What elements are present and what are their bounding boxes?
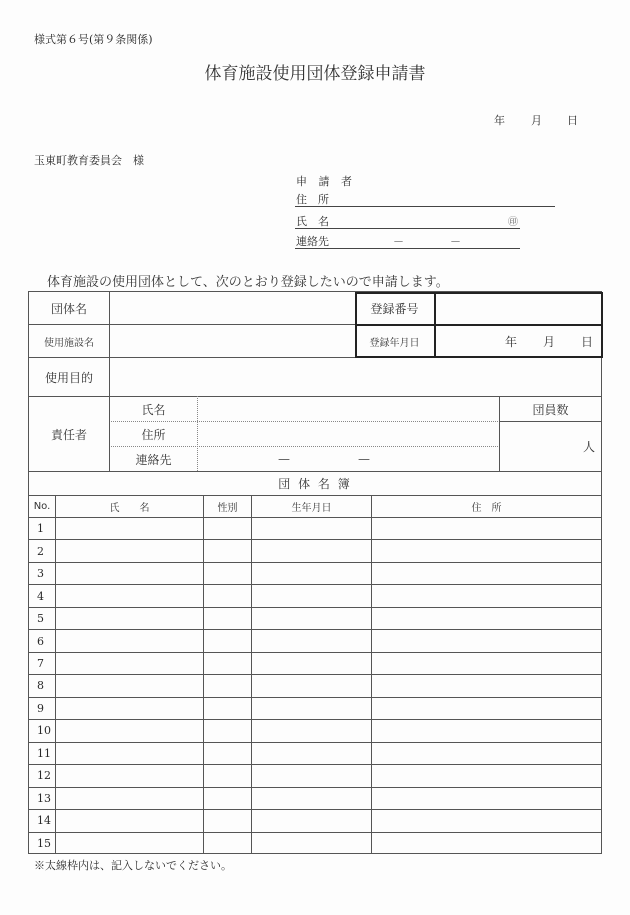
applicant-contact-label: 連絡先 xyxy=(296,235,329,248)
addressee: 玉東町教育委員会 様 xyxy=(34,154,144,167)
rep-name-label: 氏名 xyxy=(141,402,166,417)
applicant-contact-field[interactable] xyxy=(295,231,520,249)
group-name-label: 団体名 xyxy=(50,301,87,316)
footnote: ※太線枠内は、記入しないでください。 xyxy=(34,859,232,872)
table-row[interactable] xyxy=(29,698,601,719)
applicant-address-field[interactable] xyxy=(295,189,555,207)
table-row[interactable] xyxy=(29,518,601,539)
roster-header-birthdate: 生年月日 xyxy=(291,503,332,514)
rep-contact-field[interactable] xyxy=(198,447,498,471)
facility-label: 使用施設名 xyxy=(44,337,94,349)
rep-contact-dash: — xyxy=(278,452,290,466)
rep-address-field[interactable] xyxy=(198,422,498,446)
date-month: 月 xyxy=(531,114,542,127)
roster-header-address: 住 所 xyxy=(471,503,502,514)
row-number: 4 xyxy=(37,589,44,603)
table-row[interactable] xyxy=(29,743,601,764)
facility-field[interactable] xyxy=(110,325,354,357)
reg-date-day: 日 xyxy=(580,334,593,349)
row-number: 2 xyxy=(37,544,44,558)
applicant-heading: 申 請 者 xyxy=(296,175,356,188)
registration-table xyxy=(28,291,602,854)
purpose-field[interactable] xyxy=(110,358,600,396)
roster-header-no: No. xyxy=(33,501,51,512)
table-row[interactable] xyxy=(29,653,601,674)
reg-date-month: 月 xyxy=(542,334,555,349)
purpose-label: 使用目的 xyxy=(44,370,93,385)
members-label: 団員数 xyxy=(532,402,569,417)
table-row[interactable] xyxy=(29,833,601,854)
date-year: 年 xyxy=(494,114,505,127)
rep-contact-label: 連絡先 xyxy=(135,452,172,467)
table-row[interactable] xyxy=(29,630,601,651)
reg-date-year: 年 xyxy=(504,334,517,349)
row-number: 6 xyxy=(37,634,44,648)
row-number: 11 xyxy=(37,746,51,760)
table-row[interactable] xyxy=(29,563,601,584)
seal-icon: ㊞ xyxy=(508,217,518,228)
contact-dash: － xyxy=(393,235,404,248)
table-row[interactable] xyxy=(29,608,601,629)
table-row[interactable] xyxy=(29,765,601,786)
table-row[interactable] xyxy=(29,585,601,606)
roster-title: 団 体 名 簿 xyxy=(278,477,352,491)
table-row[interactable] xyxy=(29,788,601,809)
date-day: 日 xyxy=(567,114,578,127)
table-row[interactable] xyxy=(29,675,601,696)
representative-label: 責任者 xyxy=(50,427,87,442)
row-number: 10 xyxy=(37,724,51,738)
reg-number-label: 登録番号 xyxy=(370,301,419,316)
table-row[interactable] xyxy=(29,540,601,561)
row-number: 14 xyxy=(37,814,51,828)
applicant-name-label: 氏 名 xyxy=(296,215,329,228)
row-number: 13 xyxy=(37,791,51,805)
form-number: 様式第６号(第９条関係) xyxy=(34,33,153,46)
reg-number-field xyxy=(436,294,599,323)
table-row[interactable] xyxy=(29,810,601,831)
row-number: 9 xyxy=(37,701,44,715)
row-number: 5 xyxy=(37,612,44,626)
group-name-field[interactable] xyxy=(110,293,354,324)
rep-contact-dash: — xyxy=(358,452,370,466)
page-title: 体育施設使用団体登録申請書 xyxy=(204,64,426,84)
reg-date-label: 登録年月日 xyxy=(369,337,420,349)
table-row[interactable] xyxy=(29,720,601,741)
rep-name-field[interactable] xyxy=(198,397,498,421)
row-number: 3 xyxy=(37,567,44,581)
members-field[interactable] xyxy=(500,422,601,471)
rep-address-label: 住所 xyxy=(141,427,166,442)
applicant-name-field[interactable] xyxy=(295,211,520,229)
intro-text: 体育施設の使用団体として、次のとおり登録したいので申請します。 xyxy=(47,275,449,290)
applicant-address-label: 住 所 xyxy=(296,193,329,206)
members-unit: 人 xyxy=(582,440,595,454)
row-number: 1 xyxy=(37,522,44,536)
row-number: 7 xyxy=(37,657,44,671)
contact-dash: － xyxy=(450,235,461,248)
roster-header-gender: 性別 xyxy=(217,503,238,514)
roster-header-name: 氏 名 xyxy=(109,503,150,514)
row-number: 15 xyxy=(37,836,51,850)
row-number: 8 xyxy=(37,679,44,693)
row-number: 12 xyxy=(37,769,51,783)
